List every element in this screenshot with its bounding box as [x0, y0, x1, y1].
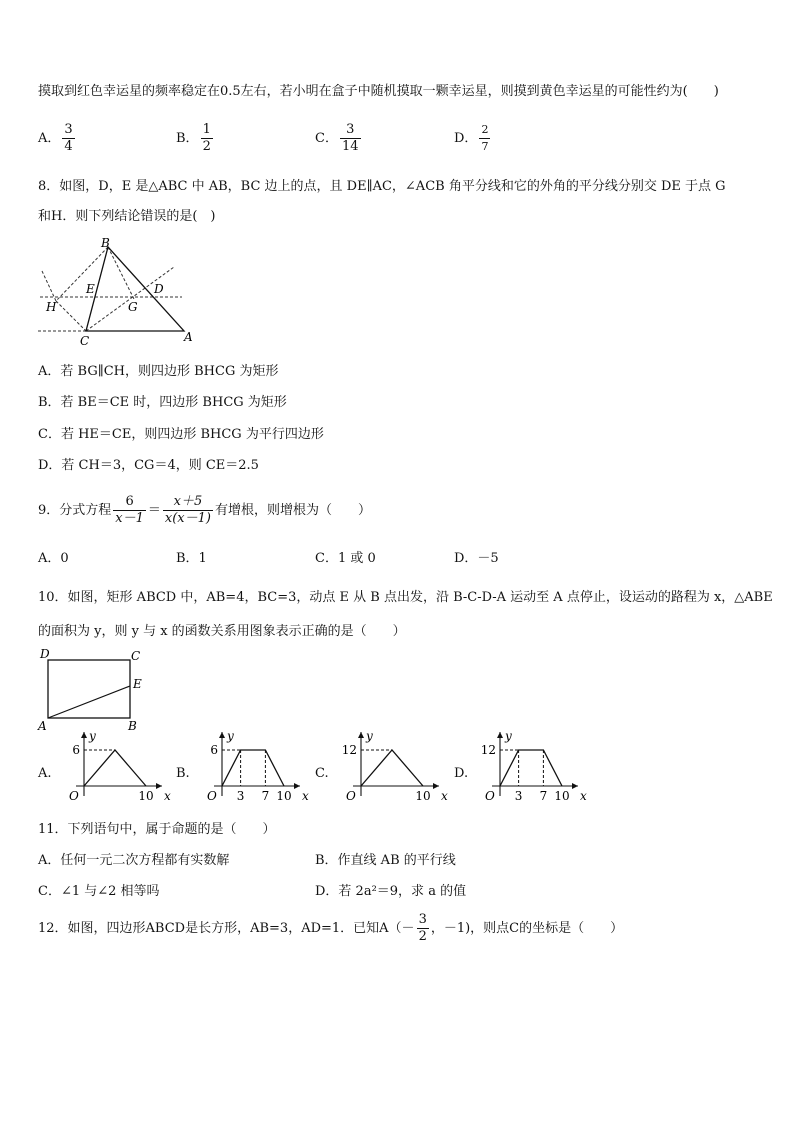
- x-tick-label: 10: [276, 789, 292, 803]
- q7-option-c: C． $\frac{3}{14}$: [315, 122, 359, 154]
- y-axis-arrow: [219, 732, 225, 738]
- q8-option-a: A．若 BG∥CH，则四边形 BHCG 为矩形: [38, 364, 279, 379]
- q8-label-c: C: [80, 334, 90, 348]
- q11-stem: 11．下列语句中，属于命题的是（ ）: [38, 822, 276, 837]
- x-axis-letter: x: [441, 789, 448, 803]
- q11-option-a: A．任何一元二次方程都有实数解: [38, 853, 230, 868]
- q8-option-d: D．若 CH＝3，CG＝4，则 CE＝2.5: [38, 458, 259, 473]
- origin-label: O: [69, 789, 79, 803]
- y-axis-arrow: [81, 732, 87, 738]
- y-tick-label: 6: [72, 743, 80, 757]
- q10-stem-line2: 的面积为 y，则 y 与 x 的函数关系用图象表示正确的是（ ）: [38, 624, 406, 639]
- q11-option-d: D．若 2a²＝9，求 a 的值: [315, 884, 467, 899]
- x-tick-label: 3: [514, 789, 523, 803]
- q9-stem: 9．分式方程 $\frac{6}{x-1}$ ＝ $\frac{x+5}{x(x-1)}$ 有增根，则增根为（ ）: [38, 494, 371, 526]
- q11-option-c: C．∠1 与∠2 相等吗: [38, 884, 160, 899]
- x-tick-label: 7: [539, 789, 548, 803]
- x-tick-label: 10: [138, 789, 154, 803]
- q8-label-h: H: [46, 300, 57, 314]
- q10-option-d-label: D.: [454, 766, 469, 781]
- q10-graph-c: [335, 728, 448, 810]
- x-axis-arrow: [433, 783, 439, 789]
- function-graph: [222, 750, 284, 786]
- x-axis-arrow: [156, 783, 162, 789]
- y-axis-arrow: [497, 732, 503, 738]
- x-axis-arrow: [572, 783, 578, 789]
- q8-label-a: A: [184, 330, 193, 344]
- function-graph: [500, 750, 562, 786]
- q10-label-d: D: [40, 647, 50, 661]
- q8-label-e: E: [86, 282, 95, 296]
- y-axis-letter: y: [505, 729, 512, 743]
- function-graph: [84, 750, 146, 786]
- q8-label-b: B: [101, 236, 110, 250]
- origin-label: O: [485, 789, 495, 803]
- q8-stem-line1: 8．如图，D，E 是△ABC 中 AB，BC 边上的点，且 DE∥AC，∠ACB 角平分线和它的外角的平分线分别交 DE 于点 G: [38, 179, 726, 194]
- q10-graph-a: [58, 728, 171, 810]
- q8-option-c: C．若 HE＝CE，则四边形 BHCG 为平行四边形: [38, 427, 324, 442]
- x-axis-letter: x: [164, 789, 171, 803]
- y-axis-letter: y: [366, 729, 373, 743]
- x-axis-letter: x: [302, 789, 309, 803]
- y-axis-arrow: [358, 732, 364, 738]
- q7-stem: 摸取到红色幸运星的频率稳定在0.5左右，若小明在盒子中随机摸取一颗幸运星，则摸到黄色幸运星的可能性约为( ): [38, 84, 719, 99]
- y-tick-label: 12: [341, 743, 357, 757]
- q8-option-b: B．若 BE＝CE 时，四边形 BHCG 为矩形: [38, 395, 287, 410]
- q8-triangle-figure: [30, 235, 193, 348]
- origin-label: O: [346, 789, 356, 803]
- q12-stem: 12．如图，四边形ABCD是长方形，AB=3，AD=1．已知A（－ $\frac{3}{2}$ ，－1)，则点C的坐标是（ ）: [38, 912, 624, 944]
- q10-stem-line1: 10．如图，矩形 ABCD 中，AB=4，BC=3，动点 E 从 B 点出发，沿 B-C-D-A 运动至 A 点停止，设运动的路程为 x，△ABE: [38, 590, 773, 605]
- q8-stem-line2: 和H．则下列结论错误的是( ): [38, 209, 216, 224]
- q10-label-b: B: [128, 719, 137, 733]
- x-tick-label: 7: [261, 789, 270, 803]
- q7-option-b: B． $\frac{1}{2}$: [176, 122, 211, 154]
- q7-option-d: D． $\frac{2}{7}$: [454, 123, 489, 153]
- y-tick-label: 12: [480, 743, 496, 757]
- q8-label-g: G: [128, 300, 138, 314]
- q10-option-b-label: B.: [176, 766, 190, 781]
- y-axis-letter: y: [227, 729, 234, 743]
- y-axis-letter: y: [89, 729, 96, 743]
- x-tick-label: 10: [415, 789, 431, 803]
- x-axis-letter: x: [580, 789, 587, 803]
- q8-label-d: D: [154, 282, 164, 296]
- q10-label-e: E: [133, 677, 142, 691]
- q10-graph-d: [474, 728, 587, 810]
- q7-option-a: A． $\frac{3}{4}$: [38, 122, 73, 154]
- x-tick-label: 10: [554, 789, 570, 803]
- q10-label-c: C: [131, 649, 141, 663]
- q9-option-a: A．0: [38, 551, 69, 566]
- x-tick-label: 3: [236, 789, 245, 803]
- q10-option-a-label: A.: [38, 766, 52, 781]
- q10-rectangle-figure: [36, 646, 156, 732]
- origin-label: O: [207, 789, 217, 803]
- q11-option-b: B．作直线 AB 的平行线: [315, 853, 456, 868]
- q9-option-d: D．－5: [454, 551, 499, 566]
- q10-graph-b: [196, 728, 309, 810]
- q9-option-b: B．1: [176, 551, 207, 566]
- q9-option-c: C．1 或 0: [315, 551, 376, 566]
- q10-label-a: A: [38, 719, 47, 733]
- x-axis-arrow: [294, 783, 300, 789]
- function-graph: [361, 750, 423, 786]
- y-tick-label: 6: [210, 743, 218, 757]
- q10-option-c-label: C.: [315, 766, 329, 781]
